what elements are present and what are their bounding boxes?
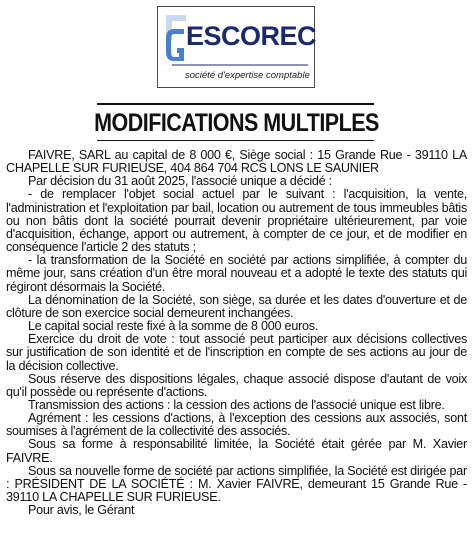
paragraph-unchanged: La dénomination de la Société, son siège, sa durée et les dates d'ouverture et de clôture de son exercice social demeurent inchangées. [6,292,467,320]
paragraph-transfer: Transmission des actions : la cession des actions de l'associé unique est libre. [28,397,445,412]
logo-wordmark: ESCOREC [186,21,317,51]
title-rule-bottom [97,140,374,141]
logo-tagline: société d'expertise comptable [185,70,310,81]
paragraph-approval: Agrément : les cessions d'actions, à l'exception des cessions aux associés, sont soumises à l'agrément de la collectivité des associés. [6,411,467,439]
paragraph-votes: Sous réserve des dispositions légales, chaque associé dispose d'autant de voix qu'il possède ou représente d'actions. [6,371,467,399]
paragraph-transformation: - la transformation de la Société en société par actions simplifiée, à compter du même jour, sans création d'un être moral nouveau et a adopté le texte des statuts qui régiront désormais la Société. [6,253,467,294]
company-logo [157,6,315,88]
paragraph-new-management: Sous sa nouvelle forme de société par actions simplifiée, la Société est dirigée par : PRÉSIDENT DE LA SOCIÉTÉ : M. Xavier FAIVRE, demeurant 15 Grande Rue - 39110 LA CHAPELLE SUR FURIEUSE. [6,463,467,505]
paragraph-object-change: - de remplacer l'objet social actuel par le suivant : l'acquisition, la vente, l'administration et l'exploitation par bail, location ou autrement de tous immeubles bâtis ou non bâtis dont la société pourrait devenir propriétaire ultérieurement, par voie d'acquisition, échange, apport ou autrement, à compter de ce jour, et de modifier en conséquence l'article 2 des statuts ; [6,187,467,255]
paragraph-former-management: Sous sa forme à responsabilité limitée, la Société était gérée par M. Xavier FAIVRE. [6,437,467,465]
paragraph-company: FAIVRE, SARL au capital de 8 000 €, Siège social : 15 Grande Rue - 39110 LA CHAPELLE SUR FURIEUSE, 404 864 704 RCS LONS LE SAUNIER [6,148,467,176]
paragraph-capital: Le capital social reste fixé à la somme de 8 000 euros. [28,319,319,334]
paragraph-signature: Pour avis, le Gérant [28,503,135,518]
paragraph-voting: Exercice du droit de vote : tout associé peut participer aux décisions collectives sur justification de son identité et de l'inscription en compte de ses actions au jour de la décision collective. [6,332,467,373]
notice-title: MODIFICATIONS MULTIPLES [94,109,379,137]
title-rule-top [97,103,374,105]
notice-body [6,149,467,517]
paragraph-decision-intro: Par décision du 31 août 2025, l'associé unique a décidé : [28,174,332,189]
